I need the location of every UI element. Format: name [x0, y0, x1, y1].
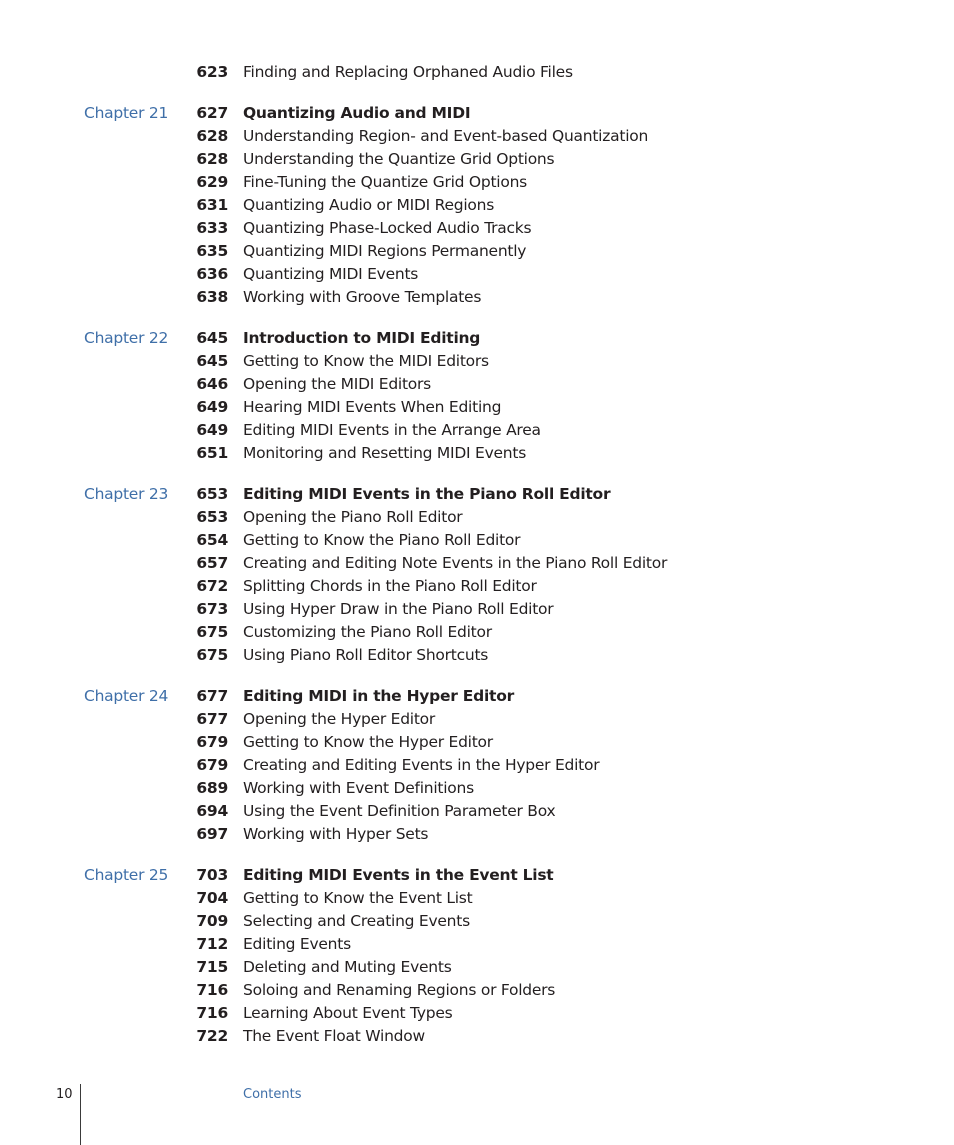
toc-page-number: 649 [196, 398, 228, 416]
toc-entry-row[interactable] [0, 529, 954, 552]
toc-entry-row[interactable] [0, 263, 954, 286]
toc-page-number: 633 [196, 219, 228, 237]
toc-page-number: 704 [196, 889, 228, 907]
toc-entry-row[interactable] [0, 373, 954, 396]
toc-page-number: 628 [196, 150, 228, 168]
chapter-label: Chapter 25 [84, 866, 169, 884]
toc-page-number: 679 [196, 756, 228, 774]
toc-entry-row[interactable] [0, 1025, 954, 1048]
footer-section-title: Contents [243, 1087, 302, 1102]
toc-page-number: 677 [196, 710, 228, 728]
toc-page-number: 672 [196, 577, 228, 595]
section-title: The Event Float Window [243, 1027, 425, 1045]
chapter-label: Chapter 21 [84, 104, 169, 122]
section-title: Quantizing MIDI Events [243, 265, 419, 283]
section-title: Opening the MIDI Editors [243, 375, 431, 393]
section-title: Customizing the Piano Roll Editor [243, 623, 492, 641]
toc-page-number: 715 [196, 958, 228, 976]
section-title: Quantizing Phase-Locked Audio Tracks [243, 219, 532, 237]
toc-chapter-heading-row[interactable] [0, 327, 954, 350]
toc-page-number: 675 [196, 623, 228, 641]
table-of-contents [0, 61, 954, 1048]
section-title: Getting to Know the Event List [243, 889, 473, 907]
section-title: Learning About Event Types [243, 1004, 453, 1022]
toc-page-number: 631 [196, 196, 228, 214]
toc-entry-row[interactable] [0, 777, 954, 800]
section-title: Deleting and Muting Events [243, 958, 452, 976]
toc-page-number: 635 [196, 242, 228, 260]
toc-entry-row[interactable] [0, 598, 954, 621]
toc-entry-row[interactable] [0, 148, 954, 171]
toc-page-number: 645 [196, 352, 228, 370]
toc-page-number: 649 [196, 421, 228, 439]
section-title: Finding and Replacing Orphaned Audio Files [243, 63, 573, 81]
toc-page-number: 651 [196, 444, 228, 462]
chapter-label: Chapter 24 [84, 687, 169, 705]
toc-entry-row[interactable] [0, 800, 954, 823]
toc-entry-row[interactable] [0, 419, 954, 442]
toc-page-number: 697 [196, 825, 228, 843]
section-title: Working with Event Definitions [243, 779, 474, 797]
toc-entry-row[interactable] [0, 754, 954, 777]
section-title: Opening the Hyper Editor [243, 710, 436, 728]
toc-entry-row[interactable] [0, 823, 954, 846]
section-title: Getting to Know the Piano Roll Editor [243, 531, 521, 549]
chapter-label: Chapter 22 [84, 329, 169, 347]
toc-page-number: 653 [196, 508, 228, 526]
toc-entry-row[interactable] [0, 887, 954, 910]
toc-chapter-heading-row[interactable] [0, 102, 954, 125]
toc-chapter-group [0, 61, 954, 84]
toc-chapter-group [0, 327, 954, 465]
section-title: Editing MIDI Events in the Arrange Area [243, 421, 541, 439]
toc-entry-row[interactable] [0, 621, 954, 644]
toc-entry-row[interactable] [0, 396, 954, 419]
section-title: Working with Groove Templates [243, 288, 482, 306]
toc-page-number: 679 [196, 733, 228, 751]
section-title: Monitoring and Resetting MIDI Events [243, 444, 527, 462]
footer-divider [80, 1084, 81, 1145]
section-title: Editing Events [243, 935, 351, 953]
section-title: Getting to Know the Hyper Editor [243, 733, 493, 751]
toc-chapter-heading-row[interactable] [0, 864, 954, 887]
section-title: Opening the Piano Roll Editor [243, 508, 463, 526]
toc-chapter-heading-row[interactable] [0, 483, 954, 506]
toc-entry-row[interactable] [0, 61, 954, 84]
toc-entry-row[interactable] [0, 956, 954, 979]
toc-entry-row[interactable] [0, 933, 954, 956]
toc-page-number: 703 [196, 866, 228, 884]
toc-chapter-group [0, 864, 954, 1048]
toc-chapter-group [0, 102, 954, 309]
toc-page-number: 722 [196, 1027, 228, 1045]
section-title: Using Piano Roll Editor Shortcuts [243, 646, 489, 664]
toc-entry-row[interactable] [0, 552, 954, 575]
section-title: Creating and Editing Events in the Hyper Editor [243, 756, 600, 774]
footer-page-number: 10 [56, 1087, 73, 1102]
chapter-title: Editing MIDI Events in the Event List [243, 866, 554, 884]
toc-chapter-group [0, 685, 954, 846]
section-title: Quantizing Audio or MIDI Regions [243, 196, 495, 214]
toc-chapter-heading-row[interactable] [0, 685, 954, 708]
section-title: Quantizing MIDI Regions Permanently [243, 242, 527, 260]
toc-page-number: 673 [196, 600, 228, 618]
section-title: Soloing and Renaming Regions or Folders [243, 981, 556, 999]
section-title: Splitting Chords in the Piano Roll Editor [243, 577, 537, 595]
chapter-title: Editing MIDI in the Hyper Editor [243, 687, 514, 705]
chapter-title: Editing MIDI Events in the Piano Roll Editor [243, 485, 611, 503]
section-title: Using Hyper Draw in the Piano Roll Editor [243, 600, 554, 618]
toc-page-number: 654 [196, 531, 228, 549]
toc-page-number: 638 [196, 288, 228, 306]
toc-page-number: 653 [196, 485, 228, 503]
toc-entry-row[interactable] [0, 644, 954, 667]
toc-chapter-group [0, 483, 954, 667]
toc-page-number: 623 [196, 63, 228, 81]
toc-entry-row[interactable] [0, 194, 954, 217]
toc-entry-row[interactable] [0, 979, 954, 1002]
toc-page-number: 709 [196, 912, 228, 930]
chapter-title: Introduction to MIDI Editing [243, 329, 481, 347]
toc-entry-row[interactable] [0, 240, 954, 263]
toc-entry-row[interactable] [0, 286, 954, 309]
toc-page-number: 716 [196, 1004, 228, 1022]
toc-page-number: 629 [196, 173, 228, 191]
chapter-title: Quantizing Audio and MIDI [243, 104, 471, 122]
section-title: Fine-Tuning the Quantize Grid Options [243, 173, 527, 191]
toc-page-number: 694 [196, 802, 228, 820]
toc-page-number: 677 [196, 687, 228, 705]
toc-entry-row[interactable] [0, 125, 954, 148]
toc-page-number: 712 [196, 935, 228, 953]
toc-page-number: 689 [196, 779, 228, 797]
section-title: Working with Hyper Sets [243, 825, 429, 843]
toc-entry-row[interactable] [0, 731, 954, 754]
toc-entry-row[interactable] [0, 708, 954, 731]
section-title: Understanding the Quantize Grid Options [243, 150, 555, 168]
chapter-label: Chapter 23 [84, 485, 169, 503]
toc-entry-row[interactable] [0, 217, 954, 240]
toc-page-number: 628 [196, 127, 228, 145]
toc-page-number: 646 [196, 375, 228, 393]
toc-entry-row[interactable] [0, 350, 954, 373]
toc-page-number: 675 [196, 646, 228, 664]
toc-entry-row[interactable] [0, 910, 954, 933]
section-title: Understanding Region- and Event-based Quantization [243, 127, 649, 145]
toc-page-number: 657 [196, 554, 228, 572]
toc-page-number: 645 [196, 329, 228, 347]
toc-entry-row[interactable] [0, 1002, 954, 1025]
section-title: Selecting and Creating Events [243, 912, 470, 930]
toc-page-number: 716 [196, 981, 228, 999]
toc-entry-row[interactable] [0, 171, 954, 194]
section-title: Creating and Editing Note Events in the Piano Roll Editor [243, 554, 668, 572]
section-title: Using the Event Definition Parameter Box [243, 802, 556, 820]
toc-page-number: 627 [196, 104, 228, 122]
section-title: Hearing MIDI Events When Editing [243, 398, 502, 416]
section-title: Getting to Know the MIDI Editors [243, 352, 489, 370]
toc-entry-row[interactable] [0, 442, 954, 465]
toc-entry-row[interactable] [0, 506, 954, 529]
toc-page-number: 636 [196, 265, 228, 283]
toc-entry-row[interactable] [0, 575, 954, 598]
